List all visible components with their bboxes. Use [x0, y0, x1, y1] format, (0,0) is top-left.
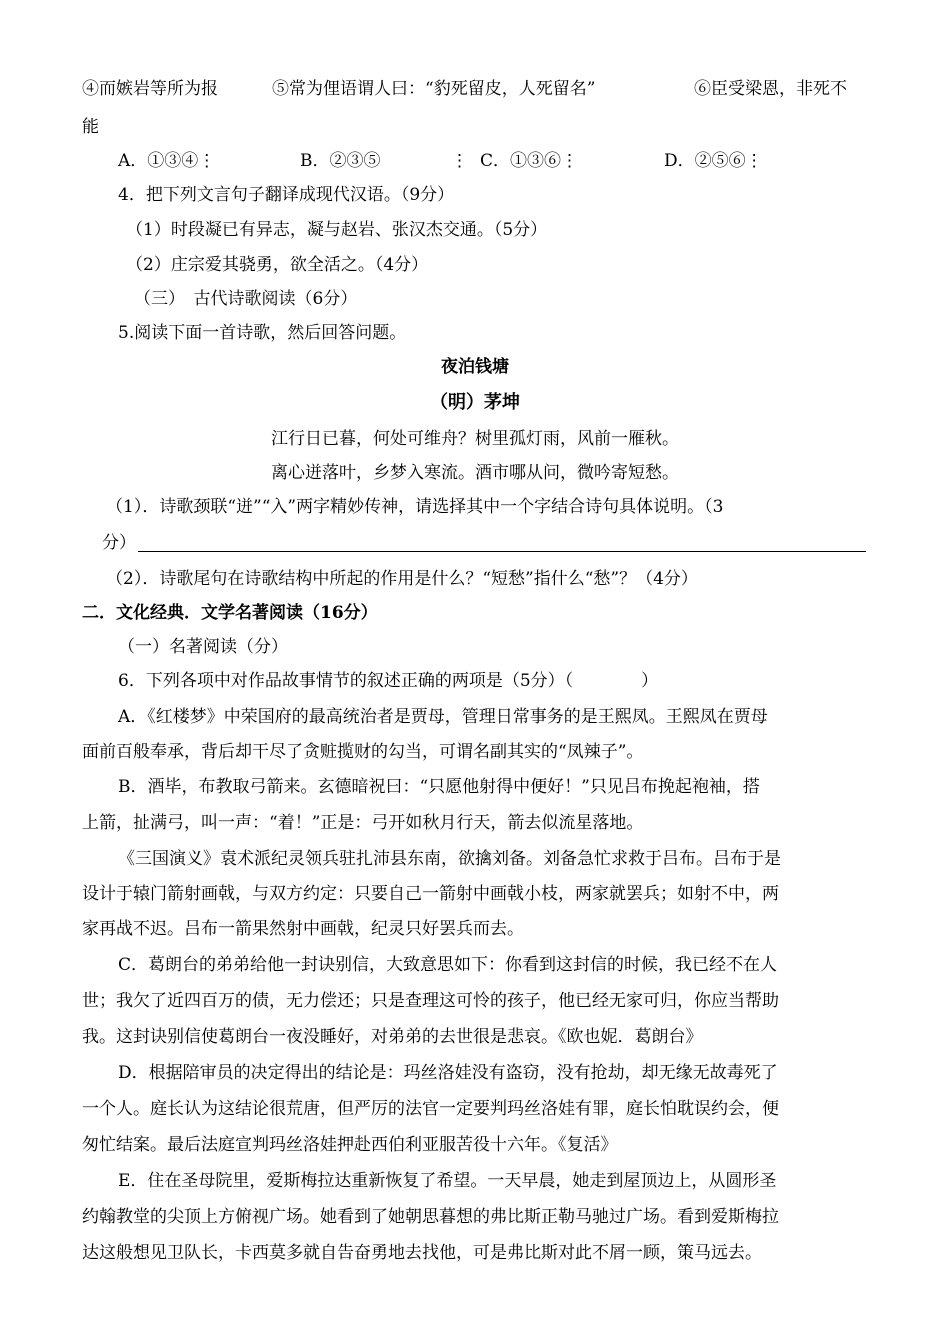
- item-e-line-2: 约翰教堂的尖顶上方俯视广场。她看到了她朝思暮想的弗比斯正勒马驰过广场。看到爱斯梅拉: [82, 1207, 779, 1227]
- option-5-text: ⑤常为俚语谓人曰：“豹死留皮，人死留名”: [272, 79, 596, 99]
- choice-separator: ⋮: [451, 151, 468, 171]
- question-4-1: （1）时段凝已有异志，凝与赵岩、张汉杰交通。（5分）: [126, 220, 548, 240]
- question-4-2: （2）庄宗爱其骁勇，欲全活之。（4分）: [126, 255, 429, 275]
- question-5-1-continued: 分）: [102, 533, 136, 553]
- choice-b: B．②③⑤: [300, 151, 381, 171]
- question-6: 6．下列各项中对作品故事情节的叙述正确的两项是（5分）（ ）: [118, 671, 659, 691]
- item-b-line-1: B．酒毕，布教取弓箭来。玄德暗祝曰：“只愿他射得中便好！”只见吕布挽起袍袖，搭: [118, 777, 760, 797]
- poem-line-1: 江行日已暮，何处可维舟？树里孤灯雨，风前一雁秋。: [271, 429, 679, 449]
- item-a-line-2: 面前百般奉承，背后却干尽了贪赃揽财的勾当，可谓名副其实的“凤辣子”。: [82, 742, 644, 762]
- section-2-heading: 二．文化经典．文学名著阅读（16分）: [82, 603, 378, 623]
- option-6-text: ⑥臣受梁恩，非死不: [694, 79, 847, 99]
- poem-line-2: 离心迸落叶，乡梦入寒流。酒市哪从问，微吟寄短愁。: [271, 463, 679, 483]
- item-b-line-5: 家再战不迟。吕布一箭果然射中画戟，纪灵只好罢兵而去。: [82, 919, 524, 939]
- option-6-continued: 能: [82, 117, 99, 137]
- item-b-line-2: 上箭，扯满弓，叫一声：“着！”正是：弓开如秋月行天，箭去似流星落地。: [82, 813, 644, 833]
- item-e-line-3: 达这般想见卫队长，卡西莫多就自告奋勇地去找他，可是弗比斯对此不屑一顾，策马远去。: [82, 1243, 762, 1263]
- item-c-line-2: 世；我欠了近四百万的债，无力偿还；只是查理这可怜的孩子，他已经无家可归，你应当帮助: [82, 991, 779, 1011]
- item-d-line-2: 一个人。庭长认为这结论很荒唐，但严厉的法官一定要判玛丝洛娃有罪，庭长怕耽误约会，便: [82, 1099, 779, 1119]
- choice-d: D．②⑤⑥⋮: [664, 151, 763, 171]
- section-3-heading: （三） 古代诗歌阅读（6分）: [134, 289, 358, 309]
- item-b-line-4: 设计于辕门箭射画戟，与双方约定：只要自己一箭射中画戟小枝，两家就罢兵；如射不中，两: [82, 884, 779, 904]
- item-a-line-1: A．《红楼梦》中荣国府的最高统治者是贾母，管理日常事务的是王熙凤。王熙凤在贾母: [118, 707, 768, 727]
- subsection-1-heading: （一）名著阅读（分）: [118, 637, 288, 657]
- question-5-1: （1）．诗歌颈联“迸”“入”两字精妙传神，请选择其中一个字结合诗句具体说明。（3: [106, 497, 724, 517]
- question-4: 4．把下列文言句子翻译成现代汉语。（9分）: [118, 185, 455, 205]
- poem-author: （明）茅坤: [430, 392, 520, 413]
- question-5-2: （2）．诗歌尾句在诗歌结构中所起的作用是什么？“短愁”指什么“愁”？（4分）: [106, 569, 698, 589]
- item-c-line-1: C．葛朗台的弟弟给他一封诀别信，大致意思如下：你看到这封信的时候，我已经不在人: [118, 955, 778, 975]
- poem-title: 夜泊钱塘: [441, 357, 509, 377]
- item-d-line-1: D．根据陪审员的决定得出的结论是：玛丝洛娃没有盗窃，没有抢劫，却无缘无故毒死了: [118, 1063, 778, 1083]
- option-4-text: ④而嫉岩等所为报: [82, 79, 218, 99]
- question-5: 5.阅读下面一首诗歌，然后回答问题。: [118, 323, 407, 343]
- item-b-line-3: 《三国演义》袁术派纪灵领兵驻扎沛县东南，欲擒刘备。刘备急忙求救于吕布。吕布于是: [118, 849, 781, 869]
- item-c-line-3: 我。这封诀别信使葛朗台一夜没睡好，对弟弟的去世很是悲哀。《欧也妮．葛朗台》: [82, 1027, 703, 1047]
- item-e-line-1: E．住在圣母院里，爱斯梅拉达重新恢复了希望。一天早晨，她走到屋顶边上，从圆形圣: [118, 1171, 777, 1191]
- choice-a: A．①③④⋮: [118, 151, 216, 171]
- choice-c: C．①③⑥⋮: [480, 151, 579, 171]
- item-d-line-3: 匆忙结案。最后法庭宣判玛丝洛娃押赴西伯利亚服苦役十六年。《复活》: [82, 1135, 618, 1155]
- answer-line: [138, 551, 866, 552]
